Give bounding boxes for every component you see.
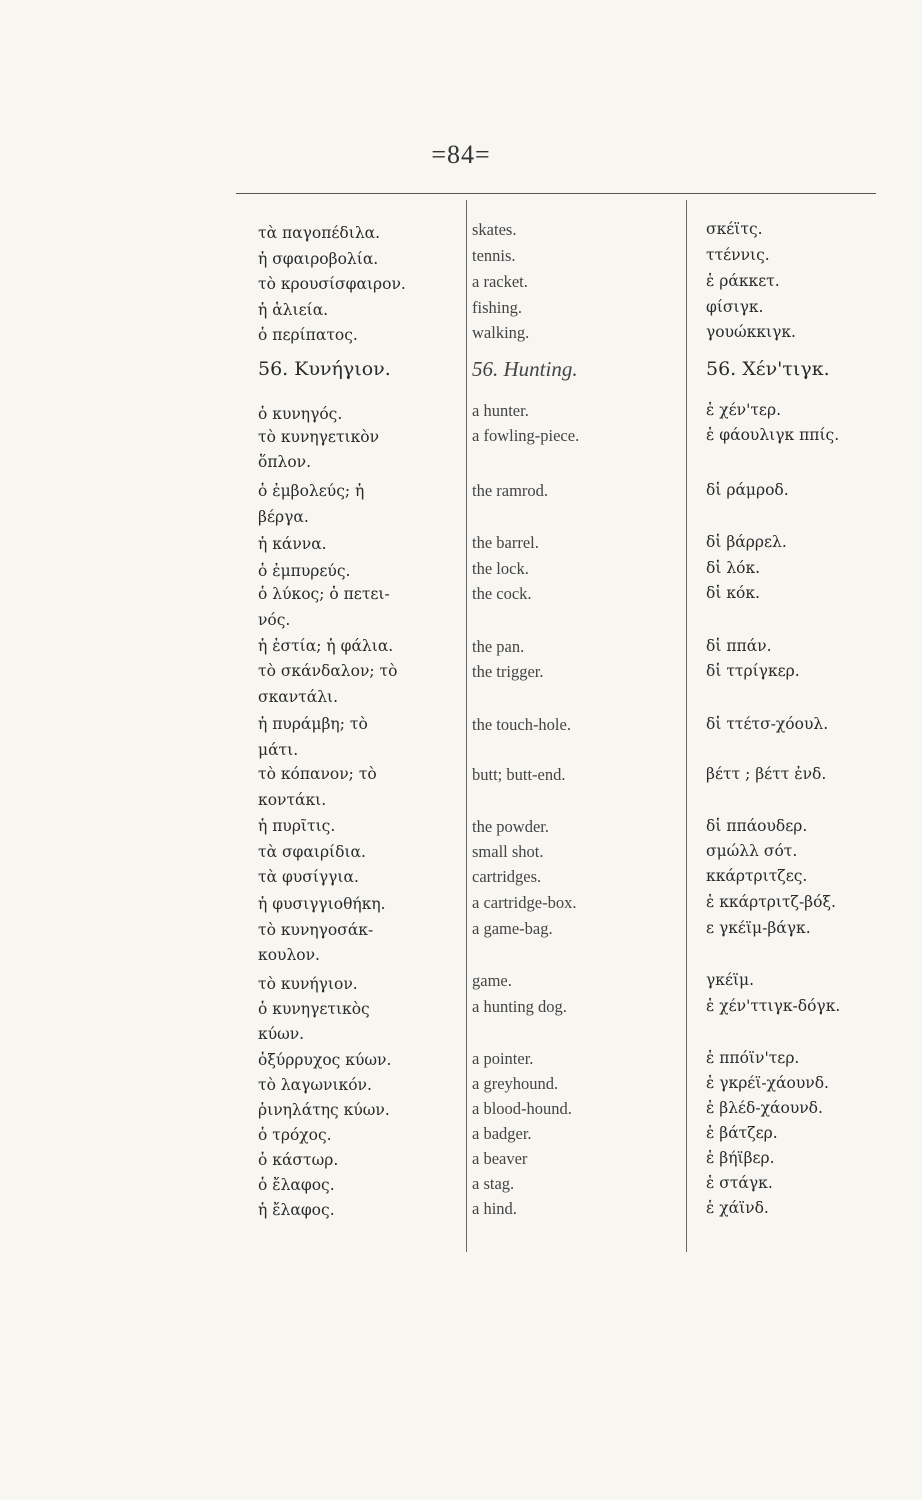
greek-line: ὁ κάστωρ.	[258, 1151, 339, 1169]
pronunciation-line: ἑ χέν'ττιγκ-δόγκ.	[706, 997, 841, 1015]
pronunciation-line: δἱ ράμροδ.	[706, 481, 789, 499]
greek-line: ἡ σφαιροβολία.	[258, 250, 379, 268]
greek-line: μάτι.	[258, 741, 299, 759]
greek-line: κοντάκι.	[258, 791, 327, 809]
greek-line: νός.	[258, 611, 291, 629]
english-line: cartridges.	[472, 867, 542, 886]
greek-line: ἡ φυσιγγιοθήκη.	[258, 895, 386, 913]
pronunciation-line: ἑ φάουλιγκ ππίς.	[706, 426, 840, 444]
pronunciation-line: φίσιγκ.	[706, 298, 764, 316]
section-heading-english: 56. Hunting.	[472, 357, 578, 381]
english-line: a hunting dog.	[472, 997, 567, 1016]
greek-line: ἡ ἑστία; ἡ φάλια.	[258, 637, 394, 655]
greek-line: ὁ λύκος; ὁ πετει-	[258, 585, 390, 603]
pronunciation-line: δἱ ττρίγκερ.	[706, 662, 800, 680]
greek-line: ἡ ἔλαφος.	[258, 1201, 335, 1219]
pronunciation-line: ἑ βλέδ-χάουνδ.	[706, 1099, 823, 1117]
greek-line: ὁ κυνηγός.	[258, 405, 343, 423]
english-line: a pointer.	[472, 1049, 534, 1068]
greek-line: τὰ φυσίγγια.	[258, 868, 359, 886]
column-divider-left	[466, 200, 467, 1252]
page-number: =84=	[431, 140, 491, 169]
greek-line: ἡ κάννα.	[258, 535, 327, 553]
english-line: walking.	[472, 323, 530, 342]
pronunciation-line: σκέϊτς.	[706, 220, 763, 238]
greek-line: ἡ ἁλιεία.	[258, 301, 329, 319]
english-line: a blood-hound.	[472, 1099, 572, 1118]
english-line: a cartridge-box.	[472, 893, 577, 912]
top-rule	[236, 193, 876, 194]
pronunciation-line: δἱ ττέτσ-χόουλ.	[706, 715, 829, 733]
english-line: the ramrod.	[472, 481, 549, 500]
pronunciation-line: ἑ βήϊβερ.	[706, 1149, 775, 1167]
greek-line: ὁ τρόχος.	[258, 1126, 332, 1144]
greek-line: τὸ κυνηγοσάκ-	[258, 921, 374, 939]
greek-line: κουλον.	[258, 946, 320, 964]
greek-line: ὁ περίπατος.	[258, 326, 358, 344]
pronunciation-line: ἑ χάϊνδ.	[706, 1199, 769, 1217]
greek-line: ὁ κυνηγετικὸς	[258, 1000, 370, 1018]
english-line: the powder.	[472, 817, 549, 836]
pronunciation-line: δἱ ππάν.	[706, 637, 772, 655]
greek-line: ὀξύρρυχος κύων.	[258, 1051, 392, 1069]
english-line: the lock.	[472, 559, 529, 578]
column-divider-right	[686, 200, 687, 1252]
english-line: a game-bag.	[472, 919, 553, 938]
english-line: a hind.	[472, 1199, 517, 1218]
english-line: small shot.	[472, 842, 544, 861]
pronunciation-line: ἑ ράκκετ.	[706, 272, 780, 290]
pronunciation-line: ἑ στάγκ.	[706, 1174, 773, 1192]
pronunciation-line: βέττ ; βέττ ἐνδ.	[706, 765, 827, 783]
pronunciation-line: ἑ κκάρτριτζ-βόξ.	[706, 893, 836, 911]
english-line: fishing.	[472, 298, 522, 317]
english-line: butt; butt-end.	[472, 765, 566, 784]
section-heading-greek: 56. Κυνήγιον.	[258, 358, 391, 380]
english-line: skates.	[472, 220, 517, 239]
english-line: the cock.	[472, 584, 532, 603]
greek-line: ὁ ἐμβολεύς; ἡ	[258, 482, 365, 500]
greek-line: ῥινηλάτης κύων.	[258, 1101, 390, 1119]
english-line: a greyhound.	[472, 1074, 559, 1093]
pronunciation-line: δἱ λόκ.	[706, 559, 761, 577]
greek-line: ἡ πυρῖτις.	[258, 817, 336, 835]
greek-line: κύων.	[258, 1025, 305, 1043]
english-line: the trigger.	[472, 662, 544, 681]
english-line: a racket.	[472, 272, 528, 291]
greek-line: ὅπλον.	[258, 453, 312, 471]
greek-line: τὰ παγοπέδιλα.	[258, 224, 381, 242]
english-line: game.	[472, 971, 512, 990]
greek-line: τὸ κυνήγιον.	[258, 975, 358, 993]
greek-line: σκαντάλι.	[258, 688, 339, 706]
pronunciation-line: ἑ χέν'τερ.	[706, 401, 781, 419]
pronunciation-line: δἱ ππάουδερ.	[706, 817, 808, 835]
section-heading-pronunciation: 56. Χέν'τιγκ.	[706, 358, 830, 380]
english-line: tennis.	[472, 246, 516, 265]
pronunciation-line: ἑ ππόϊν'τερ.	[706, 1049, 800, 1067]
english-line: the pan.	[472, 637, 525, 656]
pronunciation-line: ἑ γκρέϊ-χάουνδ.	[706, 1074, 829, 1092]
greek-line: τὸ κρουσίσφαιρον.	[258, 275, 406, 293]
english-line: the barrel.	[472, 533, 539, 552]
pronunciation-line: ε γκέϊμ-βάγκ.	[706, 919, 811, 937]
pronunciation-line: ἑ βάτζερ.	[706, 1124, 778, 1142]
greek-line: ἡ πυράμβη; τὸ	[258, 715, 368, 733]
greek-line: ὁ ἐμπυρεύς.	[258, 562, 351, 580]
english-line: a fowling-piece.	[472, 426, 580, 445]
greek-line: τὸ σκάνδαλον; τὸ	[258, 662, 398, 680]
pronunciation-line: σμώλλ σότ.	[706, 842, 798, 860]
greek-line: τὸ κυνηγετικὸν	[258, 428, 380, 446]
pronunciation-line: γκέϊμ.	[706, 971, 755, 989]
english-line: a hunter.	[472, 401, 529, 420]
pronunciation-line: κκάρτριτζες.	[706, 867, 808, 885]
pronunciation-line: δἱ βάρρελ.	[706, 533, 787, 551]
greek-line: ὁ ἔλαφος.	[258, 1176, 335, 1194]
greek-line: τὸ κόπανον; τὸ	[258, 765, 377, 783]
greek-line: τὰ σφαιρίδια.	[258, 843, 366, 861]
pronunciation-line: δἱ κόκ.	[706, 584, 760, 602]
english-line: a stag.	[472, 1174, 515, 1193]
english-line: the touch-hole.	[472, 715, 571, 734]
english-line: a beaver	[472, 1149, 528, 1168]
pronunciation-line: γουώκκιγκ.	[706, 323, 796, 341]
pronunciation-line: ττέννις.	[706, 246, 770, 264]
english-line: a badger.	[472, 1124, 532, 1143]
greek-line: τὸ λαγωνικόν.	[258, 1076, 372, 1094]
greek-line: βέργα.	[258, 508, 309, 526]
